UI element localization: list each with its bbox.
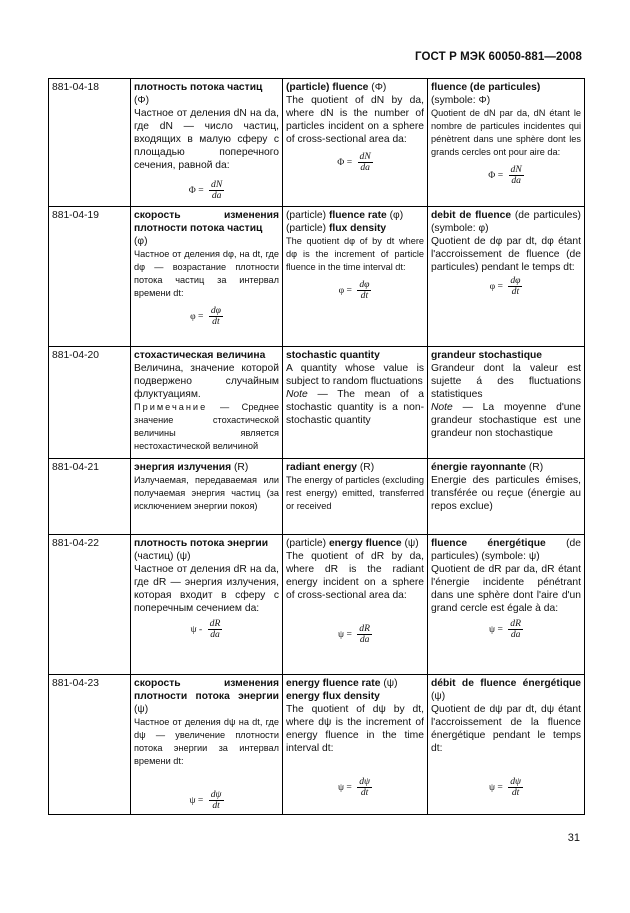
formula-numerator: dN	[211, 179, 223, 190]
formula	[134, 180, 279, 201]
term-ru	[131, 79, 283, 207]
formula-denominator: dt	[360, 290, 369, 301]
definition: Частное от деления dψ на dt, где dψ — увеличение плотности потока энергии за интервал времени dt:	[134, 717, 279, 766]
term-ru	[131, 347, 283, 459]
formula-lhs: φ =	[489, 281, 503, 292]
term-number: 881-04-20	[49, 347, 131, 459]
term-title: скорость изменения плотности потока частиц	[134, 210, 279, 234]
definition: Quotient de dφ par dt, dφ étant l'accroissement de fluence (de particules) pendant le temps dt:	[431, 236, 581, 273]
definition: Частное от деления dR на da, где dR — энергия излучения, которая входит в сферу с поперечным сечением da:	[134, 564, 279, 614]
definition: Grandeur dont la valeur est sujette á des fluctuations statistiques	[431, 363, 581, 400]
formula	[431, 777, 581, 798]
formula-numerator: dR	[209, 618, 221, 629]
formula	[286, 777, 424, 798]
definition: Частное от деления dN на da, где dN — число частиц, входящих в малую сферу с площадью поперечного сечения, равной da:	[134, 108, 279, 171]
formula-numerator: dψ	[510, 776, 521, 787]
formula-denominator: da	[511, 175, 521, 186]
definition: Величина, значение которой подвержено случайным флуктуациям.	[134, 363, 279, 400]
term-prefix: (particle)	[286, 538, 327, 549]
term-ru	[131, 675, 283, 815]
term-title: fluence énergétique	[431, 538, 546, 549]
page-number: 31	[567, 832, 580, 844]
formula-lhs: Φ =	[488, 170, 504, 181]
formula-denominator: dt	[511, 286, 520, 297]
term-synonym: energy flux density	[286, 691, 380, 702]
term-symbol: (Φ)	[371, 82, 387, 93]
term-synonym: flux density	[328, 223, 387, 234]
term-ru	[131, 535, 283, 675]
note-label: Note	[431, 402, 453, 413]
term-title: debit de fluence	[431, 210, 512, 221]
term-symbol: (Φ)	[134, 95, 150, 106]
term-symbol: (частиц) (ψ)	[134, 551, 191, 562]
table-row	[49, 535, 585, 675]
formula-numerator: dN	[359, 151, 371, 162]
table-row	[49, 675, 585, 815]
term-title: fluence (de particules)	[431, 82, 541, 93]
term-prefix: (particle)	[286, 223, 327, 234]
formula-lhs: Φ =	[188, 185, 204, 196]
table-row	[49, 79, 585, 207]
formula-denominator: da	[210, 629, 220, 640]
term-title: radiant energy	[286, 462, 357, 473]
term-fr	[428, 347, 585, 459]
term-title: débit de fluence énergétique	[431, 678, 581, 689]
term-symbol: (ψ)	[134, 704, 149, 715]
definition: Energie des particules émises, transférée ou reçue (énergie au repos exclue)	[431, 475, 581, 512]
formula-lhs: φ =	[190, 311, 204, 322]
formula-numerator: dψ	[359, 776, 370, 787]
term-symbol: (φ)	[389, 210, 404, 221]
term-symbol: (ψ)	[431, 691, 446, 702]
formula-denominator: da	[211, 190, 222, 201]
standard-header: ГОСТ Р МЭК 60050-881—2008	[415, 51, 582, 63]
formula-lhs: φ =	[338, 285, 352, 296]
formula	[134, 790, 279, 811]
note-label: Note	[286, 389, 308, 400]
term-symbol: (de particules) (symbole: ψ)	[431, 538, 581, 562]
formula-lhs: ψ =	[338, 782, 352, 793]
formula-denominator: dt	[511, 787, 520, 798]
table-row	[49, 207, 585, 347]
term-symbol: (ψ)	[383, 678, 398, 689]
definition: The quotient of dN by da, where dN is the number of particles incident on a sphere of cross-sectional area da:	[286, 95, 424, 145]
formula-denominator: da	[510, 629, 521, 640]
formula	[431, 276, 581, 297]
formula	[286, 624, 424, 645]
term-symbol: (R)	[359, 462, 375, 473]
table-row	[49, 459, 585, 535]
formula	[134, 619, 279, 640]
term-en	[283, 207, 428, 347]
term-title: плотность потока энергии	[134, 538, 269, 549]
note-text: — The mean of a stochastic quantity is a non-stochastic quantity	[286, 389, 424, 426]
term-en	[283, 535, 428, 675]
term-number: 881-04-21	[49, 459, 131, 535]
definition: The quotient dφ of by dt where dφ is the increment of particle fluence in the time interval dt:	[286, 236, 424, 272]
term-en	[283, 347, 428, 459]
formula	[286, 280, 424, 301]
formula-lhs: ψ =	[338, 629, 352, 640]
definition: Quotient de dψ par dt, dψ étant l'accroissement de la fluence énergétique pendant le temps dt:	[431, 704, 581, 754]
formula-denominator: dt	[212, 800, 220, 811]
formula-numerator: dφ	[510, 275, 521, 286]
term-title: energy fluence rate	[286, 678, 381, 689]
definition: Частное от деления dφ, на dt, где dφ — возрастание плотности потока частиц за интервал времени dt:	[134, 249, 279, 298]
formula-numerator: dψ	[210, 789, 222, 800]
term-title: скорость изменения плотности потока энергии	[134, 678, 279, 702]
formula-numerator: dφ	[359, 279, 370, 290]
note-label: Примечание	[134, 402, 208, 412]
note-text: — Среднее значение стохастической величины является нестохастической величиной	[134, 402, 279, 451]
formula-numerator: dN	[510, 164, 522, 175]
definition: The quotient of dR by da, where dR is the radiant energy incident on a sphere of cross-sectional area da:	[286, 551, 424, 601]
term-symbol: (R)	[528, 462, 544, 473]
term-fr	[428, 535, 585, 675]
term-ru	[131, 207, 283, 347]
formula-denominator: da	[359, 634, 370, 645]
formula-lhs: ψ =	[189, 795, 204, 806]
term-prefix: (particle)	[286, 210, 327, 221]
definition: A quantity whose value is subject to random fluctuations	[286, 363, 424, 387]
formula	[431, 619, 581, 640]
term-symbol: (de particules) (symbole: φ)	[431, 210, 581, 234]
formula	[286, 152, 424, 173]
term-symbol: (φ)	[134, 236, 148, 247]
term-title: energy fluence	[328, 538, 402, 549]
definition: The energy of particles (excluding rest energy) emitted, transferred or received	[286, 475, 424, 511]
term-title: stochastic quantity	[286, 350, 380, 361]
formula-numerator: dR	[359, 623, 370, 634]
formula-lhs: ψ =	[489, 624, 503, 635]
term-title: стохастическая величина	[134, 350, 266, 361]
definition: Quotient de dR par da, dR étant l'énergie incidente pénétrant dans une sphère dont l'aire d'un grand cercle est égale à da:	[431, 564, 581, 614]
term-en	[283, 675, 428, 815]
definition: The quotient of dψ by dt, where dψ is the increment of energy fluence in the time interval dt:	[286, 704, 424, 754]
term-title: grandeur stochastique	[431, 350, 542, 361]
term-symbol: (ψ)	[404, 538, 419, 549]
table-row	[49, 347, 585, 459]
formula-numerator: dR	[510, 618, 521, 629]
formula-lhs: ψ -	[190, 624, 203, 635]
formula-numerator: dφ	[210, 305, 221, 316]
term-number: 881-04-23	[49, 675, 131, 815]
term-symbol: (symbole: Φ)	[431, 95, 491, 106]
term-number: 881-04-19	[49, 207, 131, 347]
formula-denominator: dt	[212, 316, 220, 327]
formula-lhs: ψ =	[489, 782, 503, 793]
terms-table	[48, 78, 585, 815]
term-title: энергия излучения	[134, 462, 232, 473]
formula-denominator: dt	[360, 787, 369, 798]
term-title: плотность потока частиц	[134, 82, 263, 93]
term-fr	[428, 207, 585, 347]
term-fr	[428, 79, 585, 207]
term-title: (particle) fluence	[286, 82, 369, 93]
term-fr	[428, 675, 585, 815]
formula	[134, 306, 279, 327]
term-fr	[428, 459, 585, 535]
term-title: fluence rate	[328, 210, 387, 221]
definition: Quotient de dN par da, dN étant le nombre de particules incidentes qui pénètrent dans une sphère dont les grands cercles ont pour aire da:	[431, 108, 581, 157]
term-number: 881-04-18	[49, 79, 131, 207]
formula	[431, 165, 581, 186]
term-en	[283, 459, 428, 535]
formula-lhs: Φ =	[337, 157, 353, 168]
term-title: énergie rayonnante	[431, 462, 526, 473]
note-text: — La moyenne d'une grandeur stochastique est une grandeur non stochastique	[431, 402, 581, 439]
term-number: 881-04-22	[49, 535, 131, 675]
formula-denominator: da	[360, 162, 370, 173]
definition: Излучаемая, передаваемая или получаемая энергия частиц (за исключением энергии покоя)	[134, 475, 279, 511]
term-ru	[131, 459, 283, 535]
term-en	[283, 79, 428, 207]
term-symbol: (R)	[234, 462, 249, 473]
